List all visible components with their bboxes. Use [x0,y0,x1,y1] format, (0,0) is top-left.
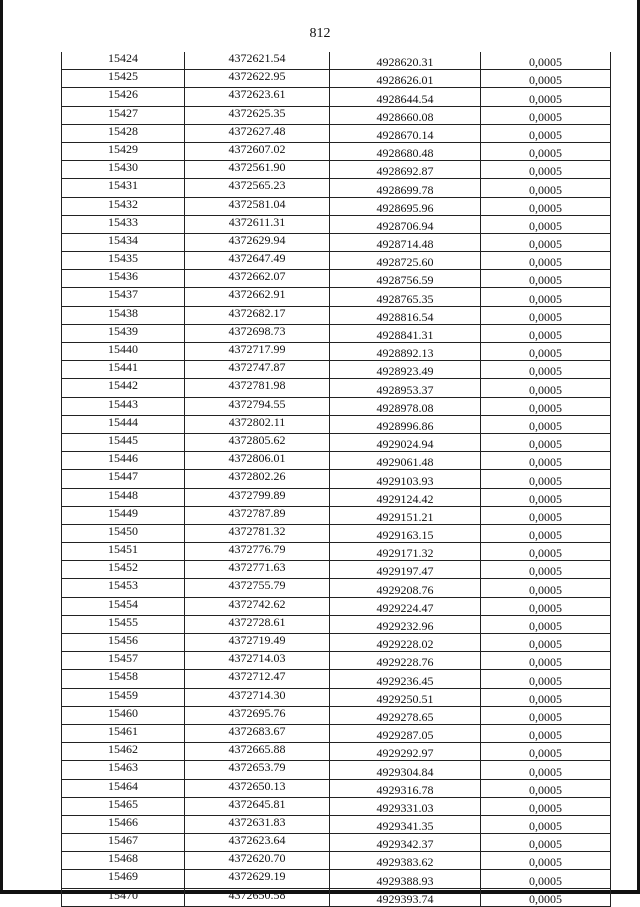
tolerance-cell: 0,0005 [481,433,611,451]
tolerance-cell: 0,0005 [481,688,611,706]
point-id-cell: 15427 [62,106,185,124]
tolerance-cell: 0,0005 [481,233,611,251]
x-coordinate-cell: 4372623.64 [185,834,330,852]
point-id-cell: 15438 [62,306,185,324]
tolerance-cell: 0,0005 [481,252,611,270]
table-row [62,506,611,524]
point-id-cell: 15455 [62,615,185,633]
tolerance-cell: 0,0005 [481,88,611,106]
table-row [62,179,611,197]
x-coordinate-cell: 4372805.62 [185,433,330,451]
point-id-cell: 15454 [62,597,185,615]
point-id-cell: 15449 [62,506,185,524]
x-coordinate-cell: 4372787.89 [185,506,330,524]
table-row [62,306,611,324]
point-id-cell: 15441 [62,361,185,379]
x-coordinate-cell: 4372631.83 [185,815,330,833]
table-row [62,433,611,451]
table-row [62,415,611,433]
tolerance-cell: 0,0005 [481,379,611,397]
y-coordinate-cell: 4928816.54 [330,306,481,324]
table-row [62,761,611,779]
table-row [62,379,611,397]
table-row [62,706,611,724]
x-coordinate-cell: 4372698.73 [185,324,330,342]
point-id-cell: 15458 [62,670,185,688]
x-coordinate-cell: 4372581.04 [185,197,330,215]
tolerance-cell: 0,0005 [481,743,611,761]
point-id-cell: 15468 [62,852,185,870]
y-coordinate-cell: 4929163.15 [330,524,481,542]
y-coordinate-cell: 4929151.21 [330,506,481,524]
table-row [62,597,611,615]
tolerance-cell: 0,0005 [481,652,611,670]
x-coordinate-cell: 4372799.89 [185,488,330,506]
x-coordinate-cell: 4372802.11 [185,415,330,433]
tolerance-cell: 0,0005 [481,288,611,306]
point-id-cell: 15428 [62,124,185,142]
table-row [62,543,611,561]
tolerance-cell: 0,0005 [481,215,611,233]
point-id-cell: 15462 [62,743,185,761]
tolerance-cell: 0,0005 [481,324,611,342]
point-id-cell: 15445 [62,433,185,451]
point-id-cell: 15464 [62,779,185,797]
tolerance-cell: 0,0005 [481,615,611,633]
table-row [62,197,611,215]
y-coordinate-cell: 4928756.59 [330,270,481,288]
tolerance-cell: 0,0005 [481,106,611,124]
x-coordinate-cell: 4372662.91 [185,288,330,306]
x-coordinate-cell: 4372653.79 [185,761,330,779]
y-coordinate-cell: 4928660.08 [330,106,481,124]
tolerance-cell: 0,0005 [481,488,611,506]
x-coordinate-cell: 4372806.01 [185,452,330,470]
x-coordinate-cell: 4372714.03 [185,652,330,670]
point-id-cell: 15439 [62,324,185,342]
y-coordinate-cell: 4928680.48 [330,142,481,160]
point-id-cell: 15446 [62,452,185,470]
table-row [62,343,611,361]
x-coordinate-cell: 4372611.31 [185,215,330,233]
point-id-cell: 15444 [62,415,185,433]
y-coordinate-cell: 4929316.78 [330,779,481,797]
table-row [62,743,611,761]
point-id-cell: 15451 [62,543,185,561]
y-coordinate-cell: 4929224.47 [330,597,481,615]
y-coordinate-cell: 4929024.94 [330,433,481,451]
tolerance-cell: 0,0005 [481,52,611,70]
point-id-cell: 15442 [62,379,185,397]
y-coordinate-cell: 4928692.87 [330,161,481,179]
tolerance-cell: 0,0005 [481,161,611,179]
point-id-cell: 15448 [62,488,185,506]
point-id-cell: 15453 [62,579,185,597]
y-coordinate-cell: 4929342.37 [330,834,481,852]
table-row [62,452,611,470]
table-row [62,579,611,597]
table-row [62,52,611,70]
tolerance-cell: 0,0005 [481,506,611,524]
y-coordinate-cell: 4929228.02 [330,634,481,652]
tolerance-cell: 0,0005 [481,415,611,433]
table-row [62,688,611,706]
y-coordinate-cell: 4928953.37 [330,379,481,397]
table-row [62,634,611,652]
y-coordinate-cell: 4928923.49 [330,361,481,379]
x-coordinate-cell: 4372802.26 [185,470,330,488]
y-coordinate-cell: 4929208.76 [330,579,481,597]
point-id-cell: 15450 [62,524,185,542]
x-coordinate-cell: 4372794.55 [185,397,330,415]
x-coordinate-cell: 4372650.58 [185,888,330,906]
point-id-cell: 15447 [62,470,185,488]
table-row [62,615,611,633]
tolerance-cell: 0,0005 [481,852,611,870]
x-coordinate-cell: 4372629.94 [185,233,330,251]
x-coordinate-cell: 4372714.30 [185,688,330,706]
table-row [62,161,611,179]
table-row [62,779,611,797]
point-id-cell: 15429 [62,142,185,160]
tolerance-cell: 0,0005 [481,670,611,688]
point-id-cell: 15457 [62,652,185,670]
x-coordinate-cell: 4372645.81 [185,797,330,815]
tolerance-cell: 0,0005 [481,870,611,888]
y-coordinate-cell: 4928892.13 [330,343,481,361]
y-coordinate-cell: 4929393.74 [330,888,481,906]
tolerance-cell: 0,0005 [481,70,611,88]
x-coordinate-cell: 4372561.90 [185,161,330,179]
tolerance-cell: 0,0005 [481,343,611,361]
table-row [62,852,611,870]
table-row [62,233,611,251]
x-coordinate-cell: 4372627.48 [185,124,330,142]
y-coordinate-cell: 4929287.05 [330,724,481,742]
table-row [62,124,611,142]
x-coordinate-cell: 4372747.87 [185,361,330,379]
y-coordinate-cell: 4929388.93 [330,870,481,888]
point-id-cell: 15466 [62,815,185,833]
y-coordinate-cell: 4929278.65 [330,706,481,724]
y-coordinate-cell: 4928714.48 [330,233,481,251]
tolerance-cell: 0,0005 [481,270,611,288]
point-id-cell: 15463 [62,761,185,779]
table-row [62,488,611,506]
tolerance-cell: 0,0005 [481,197,611,215]
x-coordinate-cell: 4372712.47 [185,670,330,688]
tolerance-cell: 0,0005 [481,361,611,379]
x-coordinate-cell: 4372665.88 [185,743,330,761]
y-coordinate-cell: 4929228.76 [330,652,481,670]
tolerance-cell: 0,0005 [481,761,611,779]
point-id-cell: 15452 [62,561,185,579]
tolerance-cell: 0,0005 [481,834,611,852]
y-coordinate-cell: 4929171.32 [330,543,481,561]
y-coordinate-cell: 4929103.93 [330,470,481,488]
table-row [62,70,611,88]
table-row [62,252,611,270]
y-coordinate-cell: 4928706.94 [330,215,481,233]
y-coordinate-cell: 4928996.86 [330,415,481,433]
tolerance-cell: 0,0005 [481,579,611,597]
y-coordinate-cell: 4929304.84 [330,761,481,779]
y-coordinate-cell: 4928626.01 [330,70,481,88]
table-row [62,870,611,888]
table-row [62,724,611,742]
point-id-cell: 15437 [62,288,185,306]
table-row [62,88,611,106]
y-coordinate-cell: 4928644.54 [330,88,481,106]
x-coordinate-cell: 4372781.32 [185,524,330,542]
table-row [62,470,611,488]
tolerance-cell: 0,0005 [481,397,611,415]
x-coordinate-cell: 4372717.99 [185,343,330,361]
page-number: 812 [309,26,331,41]
point-id-cell: 15432 [62,197,185,215]
x-coordinate-cell: 4372650.13 [185,779,330,797]
point-id-cell: 15431 [62,179,185,197]
x-coordinate-cell: 4372621.54 [185,52,330,70]
table-row [62,288,611,306]
x-coordinate-cell: 4372695.76 [185,706,330,724]
point-id-cell: 15426 [62,88,185,106]
table-row [62,797,611,815]
x-coordinate-cell: 4372776.79 [185,543,330,561]
point-id-cell: 15424 [62,52,185,70]
y-coordinate-cell: 4928841.31 [330,324,481,342]
point-id-cell: 15467 [62,834,185,852]
point-id-cell: 15440 [62,343,185,361]
tolerance-cell: 0,0005 [481,815,611,833]
x-coordinate-cell: 4372683.67 [185,724,330,742]
y-coordinate-cell: 4929197.47 [330,561,481,579]
tolerance-cell: 0,0005 [481,524,611,542]
y-coordinate-cell: 4929250.51 [330,688,481,706]
x-coordinate-cell: 4372728.61 [185,615,330,633]
tolerance-cell: 0,0005 [481,797,611,815]
tolerance-cell: 0,0005 [481,543,611,561]
table-row [62,815,611,833]
point-id-cell: 15460 [62,706,185,724]
x-coordinate-cell: 4372622.95 [185,70,330,88]
x-coordinate-cell: 4372719.49 [185,634,330,652]
x-coordinate-cell: 4372742.62 [185,597,330,615]
x-coordinate-cell: 4372771.63 [185,561,330,579]
point-id-cell: 15436 [62,270,185,288]
tolerance-cell: 0,0005 [481,779,611,797]
tolerance-cell: 0,0005 [481,706,611,724]
table-row [62,670,611,688]
point-id-cell: 15435 [62,252,185,270]
point-id-cell: 15459 [62,688,185,706]
point-id-cell: 15430 [62,161,185,179]
tolerance-cell: 0,0005 [481,470,611,488]
y-coordinate-cell: 4929232.96 [330,615,481,633]
y-coordinate-cell: 4929341.35 [330,815,481,833]
x-coordinate-cell: 4372781.98 [185,379,330,397]
y-coordinate-cell: 4928695.96 [330,197,481,215]
table-row [62,270,611,288]
x-coordinate-cell: 4372682.17 [185,306,330,324]
point-id-cell: 15465 [62,797,185,815]
table-row [62,834,611,852]
point-id-cell: 15425 [62,70,185,88]
y-coordinate-cell: 4928699.78 [330,179,481,197]
table-row [62,652,611,670]
tolerance-cell: 0,0005 [481,142,611,160]
y-coordinate-cell: 4929383.62 [330,852,481,870]
coordinates-table [61,52,611,907]
table-row [62,361,611,379]
table-row [62,524,611,542]
tolerance-cell: 0,0005 [481,597,611,615]
table-row [62,888,611,906]
point-id-cell: 15443 [62,397,185,415]
x-coordinate-cell: 4372662.07 [185,270,330,288]
point-id-cell: 15470 [62,888,185,906]
tolerance-cell: 0,0005 [481,561,611,579]
tolerance-cell: 0,0005 [481,306,611,324]
table-row [62,215,611,233]
y-coordinate-cell: 4929124.42 [330,488,481,506]
tolerance-cell: 0,0005 [481,124,611,142]
coordinates-table-body [62,52,611,906]
x-coordinate-cell: 4372623.61 [185,88,330,106]
table-row [62,324,611,342]
table-row [62,561,611,579]
tolerance-cell: 0,0005 [481,634,611,652]
y-coordinate-cell: 4928725.60 [330,252,481,270]
x-coordinate-cell: 4372629.19 [185,870,330,888]
table-row [62,397,611,415]
point-id-cell: 15456 [62,634,185,652]
y-coordinate-cell: 4928765.35 [330,288,481,306]
tolerance-cell: 0,0005 [481,724,611,742]
x-coordinate-cell: 4372565.23 [185,179,330,197]
y-coordinate-cell: 4929236.45 [330,670,481,688]
tolerance-cell: 0,0005 [481,888,611,906]
y-coordinate-cell: 4929292.97 [330,743,481,761]
table-row [62,142,611,160]
table-row [62,106,611,124]
x-coordinate-cell: 4372607.02 [185,142,330,160]
point-id-cell: 15434 [62,233,185,251]
point-id-cell: 15469 [62,870,185,888]
x-coordinate-cell: 4372647.49 [185,252,330,270]
y-coordinate-cell: 4928978.08 [330,397,481,415]
y-coordinate-cell: 4928620.31 [330,52,481,70]
point-id-cell: 15461 [62,724,185,742]
point-id-cell: 15433 [62,215,185,233]
x-coordinate-cell: 4372625.35 [185,106,330,124]
y-coordinate-cell: 4929331.03 [330,797,481,815]
x-coordinate-cell: 4372755.79 [185,579,330,597]
tolerance-cell: 0,0005 [481,179,611,197]
tolerance-cell: 0,0005 [481,452,611,470]
y-coordinate-cell: 4928670.14 [330,124,481,142]
y-coordinate-cell: 4929061.48 [330,452,481,470]
x-coordinate-cell: 4372620.70 [185,852,330,870]
